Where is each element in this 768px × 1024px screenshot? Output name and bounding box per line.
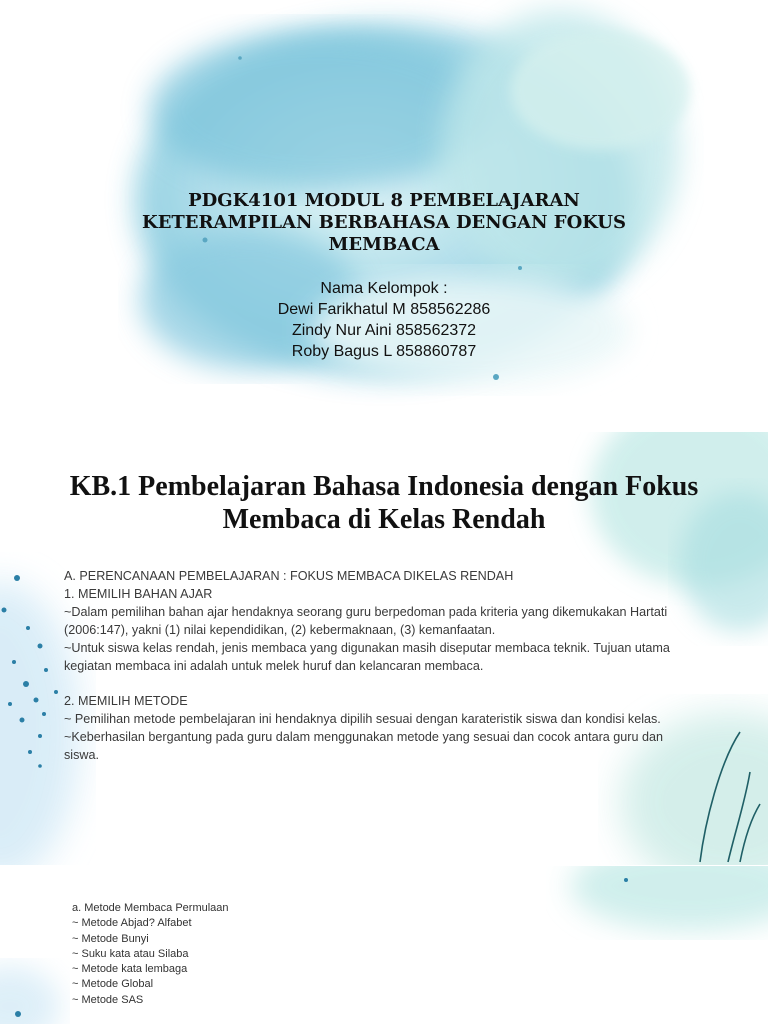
- presentation-title-line: KETERAMPILAN BERBAHASA DENGAN FOKUS: [142, 212, 626, 233]
- slide-3-content: [0, 866, 768, 1024]
- slide-title-line: KB.1 Pembelajaran Bahasa Indonesia dengan Fokus: [69, 471, 699, 502]
- item-heading: 2. MEMILIH METODE: [64, 694, 188, 708]
- slide-title: [34, 470, 734, 536]
- paragraph: ~Keberhasilan bergantung pada guru dalam menggunakan metode yang sesuai dan cocok antara guru dan siswa.: [64, 730, 663, 762]
- presentation-title-line: PDGK4101 MODUL 8 PEMBELAJARAN: [188, 190, 580, 211]
- presentation-title-line: MEMBACA: [328, 234, 440, 255]
- group-members: [184, 278, 584, 362]
- slide-title-line: Membaca di Kelas Rendah: [222, 504, 546, 535]
- list-heading: a. Metode Membaca Permulaan: [72, 902, 229, 914]
- presentation-title: [84, 190, 684, 256]
- list-item: ~ Metode Global: [72, 978, 154, 991]
- methods-list: [72, 901, 229, 1008]
- member-name: Roby Bagus L 858860787: [291, 343, 477, 360]
- slide-1-title: [0, 0, 768, 421]
- members-label: Nama Kelompok :: [320, 280, 448, 297]
- spacer: [64, 675, 694, 692]
- member-name: Zindy Nur Aini 858562372: [291, 322, 477, 339]
- section-heading: A. PERENCANAAN PEMBELAJARAN : FOKUS MEMBACA DIKELAS RENDAH: [64, 569, 514, 583]
- paragraph: ~ Pemilihan metode pembelajaran ini hendaknya dipilih sesuai dengan karateristik siswa dan kondisi kelas.: [64, 712, 661, 726]
- slide-body: [64, 567, 694, 764]
- list-item: ~ Metode SAS: [72, 993, 144, 1006]
- item-heading: 1. MEMILIH BAHAN AJAR: [64, 587, 213, 601]
- list-item: ~ Metode Abjad? Alfabet: [72, 917, 192, 930]
- list-item: ~ Metode Bunyi: [72, 932, 149, 945]
- list-item: ~ Suku kata atau Silaba: [72, 947, 189, 960]
- paragraph: ~Untuk siswa kelas rendah, jenis membaca yang digunakan masih diseputar membaca teknik. Tujuan utama kegiatan membaca ini adalah untuk melek huruf dan kelancaran membaca.: [64, 641, 670, 673]
- member-name: Dewi Farikhatul M 858562286: [277, 301, 491, 318]
- paragraph: ~Dalam pemilihan bahan ajar hendaknya seorang guru berpedoman pada kriteria yang dikemukakan Hartati (2006:147), yakni (1) nilai kependidikan, (2) kebermaknaan, (3) kemanfaatan.: [64, 605, 668, 637]
- list-item: ~ Metode kata lembaga: [72, 963, 188, 976]
- slide-2-content: [0, 432, 768, 865]
